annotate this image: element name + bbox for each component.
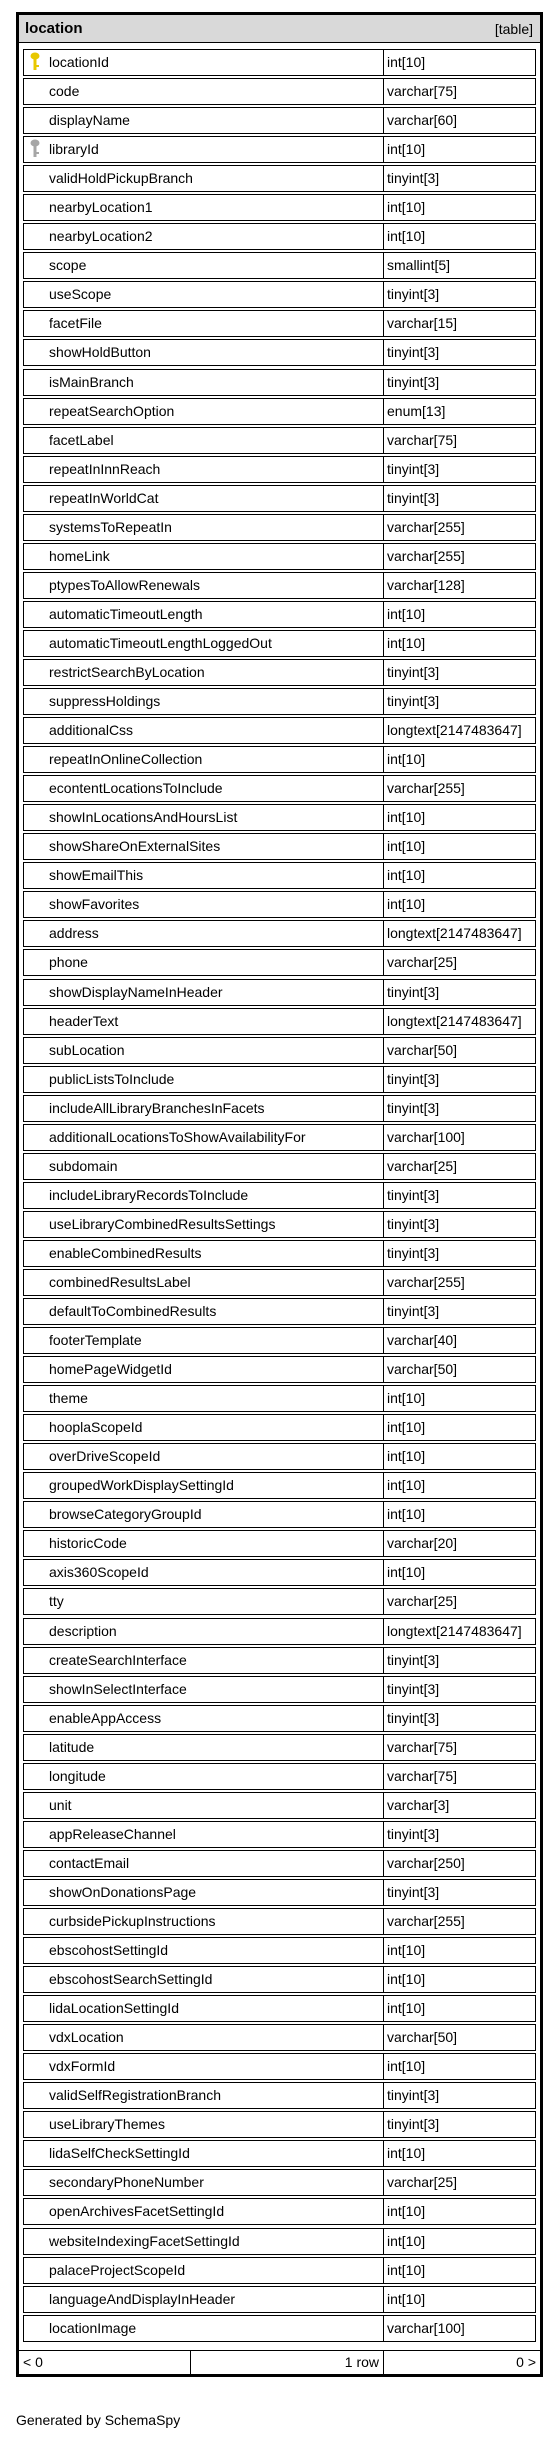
column-row [23,890,536,919]
column-name[interactable]: includeAllLibraryBranchesInFacets [23,1095,384,1122]
column-type: varchar[100] [384,1124,536,1151]
column-name[interactable]: showDisplayNameInHeader [23,979,384,1006]
column-row [23,1617,536,1646]
column-row [23,629,536,658]
column-name[interactable]: palaceProjectScopeId [23,2257,384,2284]
column-row [23,716,536,745]
column-row [23,513,536,542]
column-row [23,1907,536,1936]
column-type: varchar[255] [384,775,536,802]
column-row [23,193,536,222]
column-name[interactable]: description [23,1618,384,1645]
column-type: int[10] [384,1414,536,1441]
column-type: longtext[2147483647] [384,717,536,744]
column-type: tinyint[3] [384,339,536,366]
column-name[interactable]: repeatInInnReach [23,456,384,483]
column-type: int[10] [384,1559,536,1586]
column-type: int[10] [384,1966,536,1993]
column-name[interactable]: createSearchInterface [23,1647,384,1674]
column-row [23,1849,536,1878]
column-row [23,2052,536,2081]
column-name[interactable]: latitude [23,1734,384,1761]
column-name[interactable]: showFavorites [23,891,384,918]
column-name[interactable]: subdomain [23,1153,384,1180]
column-row [23,2227,536,2256]
row-count: 1 row [191,2351,384,2374]
column-row [23,1036,536,1065]
column-name[interactable]: secondaryPhoneNumber [23,2169,384,2196]
column-name[interactable]: libraryId [23,136,384,163]
column-name[interactable]: lidaLocationSettingId [23,1995,384,2022]
column-row [23,1181,536,1210]
column-name[interactable]: automaticTimeoutLength [23,601,384,628]
column-name[interactable]: useScope [23,281,384,308]
column-type: varchar[75] [384,78,536,105]
column-name[interactable]: theme [23,1385,384,1412]
column-type: varchar[25] [384,949,536,976]
column-row [23,1791,536,1820]
column-type: tinyint[3] [384,1821,536,1848]
column-type: tinyint[3] [384,1879,536,1906]
column-type: int[10] [384,2053,536,2080]
column-name[interactable]: restrictSearchByLocation [23,659,384,686]
column-row [23,1646,536,1675]
column-row [23,1558,536,1587]
column-name[interactable]: showEmailThis [23,862,384,889]
column-row [23,861,536,890]
column-row [23,1965,536,1994]
column-type: longtext[2147483647] [384,1618,536,1645]
column-row [23,1384,536,1413]
column-type: tinyint[3] [384,369,536,396]
parents-count[interactable]: < 0 [19,2351,191,2374]
column-name[interactable]: openArchivesFacetSettingId [23,2198,384,2225]
column-type: varchar[128] [384,572,536,599]
column-name[interactable]: validHoldPickupBranch [23,165,384,192]
column-row [23,1297,536,1326]
column-type: varchar[3] [384,1792,536,1819]
column-row [23,658,536,687]
column-name[interactable]: automaticTimeoutLengthLoggedOut [23,630,384,657]
column-name[interactable]: scope [23,252,384,279]
children-count[interactable]: 0 > [516,2354,536,2370]
column-type: tinyint[3] [384,1182,536,1209]
column-name[interactable]: ebscohostSearchSettingId [23,1966,384,1993]
column-name[interactable]: nearbyLocation2 [23,223,384,250]
column-type: tinyint[3] [384,2111,536,2138]
column-type: int[10] [384,746,536,773]
column-type: varchar[255] [384,1269,536,1296]
column-type: int[10] [384,2286,536,2313]
column-row [23,1210,536,1239]
column-row [23,484,536,513]
column-row [23,1239,536,1268]
column-name[interactable]: enableCombinedResults [23,1240,384,1267]
column-row [23,1007,536,1036]
column-row [23,2197,536,2226]
table-kind: [table] [494,21,533,37]
column-type: longtext[2147483647] [384,920,536,947]
column-name[interactable]: locationId [23,49,384,76]
column-type: varchar[20] [384,1530,536,1557]
column-row [23,687,536,716]
column-row [23,251,536,280]
column-type: int[10] [384,136,536,163]
column-type: int[10] [384,223,536,250]
column-type: int[10] [384,804,536,831]
column-type: varchar[15] [384,310,536,337]
column-type: int[10] [384,1385,536,1412]
column-name[interactable]: facetFile [23,310,384,337]
column-type: int[10] [384,891,536,918]
column-row [23,1123,536,1152]
table-footer [19,2350,540,2374]
column-type: tinyint[3] [384,1211,536,1238]
column-row [23,1413,536,1442]
column-type: int[10] [384,2257,536,2284]
column-row [23,2110,536,2139]
column-type: enum[13] [384,398,536,425]
column-row [23,745,536,774]
column-name[interactable]: useLibraryThemes [23,2111,384,2138]
column-row [23,1500,536,1529]
column-row [23,2023,536,2052]
column-type: varchar[75] [384,427,536,454]
column-row [23,106,536,135]
column-type: int[10] [384,833,536,860]
column-name[interactable]: phone [23,949,384,976]
column-name[interactable]: additionalCss [23,717,384,744]
column-name[interactable]: footerTemplate [23,1327,384,1354]
column-type: varchar[50] [384,1037,536,1064]
column-name[interactable]: subLocation [23,1037,384,1064]
column-row [23,2168,536,2197]
column-name[interactable]: ptypesToAllowRenewals [23,572,384,599]
column-type: tinyint[3] [384,1705,536,1732]
column-row [23,571,536,600]
column-row [23,1268,536,1297]
column-type: varchar[250] [384,1850,536,1877]
column-type: tinyint[3] [384,979,536,1006]
column-type: int[10] [384,1937,536,1964]
column-row [23,135,536,164]
column-row [23,164,536,193]
column-row [23,1675,536,1704]
column-name[interactable]: displayName [23,107,384,134]
column-row [23,2256,536,2285]
column-type: tinyint[3] [384,2082,536,2109]
column-row [23,919,536,948]
column-name[interactable]: contactEmail [23,1850,384,1877]
column-name[interactable]: homeLink [23,543,384,570]
column-type: tinyint[3] [384,659,536,686]
column-name[interactable]: nearbyLocation1 [23,194,384,221]
column-type: varchar[40] [384,1327,536,1354]
column-name[interactable]: additionalLocationsToShowAvailabilityFor [23,1124,384,1151]
column-name[interactable]: hooplaScopeId [23,1414,384,1441]
column-type: tinyint[3] [384,485,536,512]
column-row [23,2285,536,2314]
column-type: varchar[25] [384,2169,536,2196]
column-row [23,542,536,571]
column-type: int[10] [384,2140,536,2167]
column-name[interactable]: overDriveScopeId [23,1443,384,1470]
column-name[interactable]: econtentLocationsToInclude [23,775,384,802]
column-row [23,2139,536,2168]
column-row [23,832,536,861]
column-name[interactable]: code [23,78,384,105]
column-type: tinyint[3] [384,1066,536,1093]
column-name[interactable]: appReleaseChannel [23,1821,384,1848]
column-name[interactable]: useLibraryCombinedResultsSettings [23,1211,384,1238]
column-row [23,803,536,832]
column-row [23,774,536,803]
column-name[interactable]: combinedResultsLabel [23,1269,384,1296]
column-name[interactable]: curbsidePickupInstructions [23,1908,384,1935]
column-type: varchar[60] [384,107,536,134]
column-name[interactable]: showHoldButton [23,339,384,366]
column-row [23,48,536,77]
column-name[interactable]: longitude [23,1763,384,1790]
column-type: varchar[25] [384,1588,536,1615]
column-row [23,1152,536,1181]
column-row [23,426,536,455]
column-type: int[10] [384,862,536,889]
column-name[interactable]: facetLabel [23,427,384,454]
column-row [23,600,536,629]
column-type: varchar[50] [384,1356,536,1383]
column-name[interactable]: showShareOnExternalSites [23,833,384,860]
column-type: int[10] [384,601,536,628]
column-row [23,978,536,1007]
column-name[interactable]: historicCode [23,1530,384,1557]
column-type: int[10] [384,49,536,76]
column-type: tinyint[3] [384,165,536,192]
column-name[interactable]: includeLibraryRecordsToInclude [23,1182,384,1209]
column-name[interactable]: unit [23,1792,384,1819]
column-row [23,222,536,251]
column-type: int[10] [384,194,536,221]
column-type: tinyint[3] [384,281,536,308]
column-type: int[10] [384,2228,536,2255]
column-row [23,338,536,367]
column-type: tinyint[3] [384,1298,536,1325]
generated-by-caption: Generated by SchemaSpy [16,2412,181,2428]
table-diagram [16,12,543,2377]
column-name[interactable]: axis360ScopeId [23,1559,384,1586]
column-row [23,1442,536,1471]
column-row [23,1094,536,1123]
column-type: int[10] [384,1472,536,1499]
column-row [23,368,536,397]
column-name[interactable]: suppressHoldings [23,688,384,715]
column-type: tinyint[3] [384,1095,536,1122]
column-type: tinyint[3] [384,1647,536,1674]
column-name[interactable]: vdxFormId [23,2053,384,2080]
column-type: int[10] [384,1443,536,1470]
column-name[interactable]: lidaSelfCheckSettingId [23,2140,384,2167]
column-row [23,397,536,426]
column-type: tinyint[3] [384,1676,536,1703]
column-type: int[10] [384,1995,536,2022]
column-row [23,1326,536,1355]
column-row [23,1355,536,1384]
column-type: int[10] [384,1501,536,1528]
column-row [23,1994,536,2023]
column-row [23,1878,536,1907]
column-row [23,309,536,338]
column-type: smallint[5] [384,252,536,279]
column-type: int[10] [384,2198,536,2225]
column-name[interactable]: showOnDonationsPage [23,1879,384,1906]
column-type: varchar[75] [384,1763,536,1790]
column-name[interactable]: locationImage [23,2315,384,2342]
column-name[interactable]: enableAppAccess [23,1705,384,1732]
column-row [23,1704,536,1733]
column-name[interactable]: repeatInOnlineCollection [23,746,384,773]
column-name[interactable]: systemsToRepeatIn [23,514,384,541]
column-name[interactable]: showInSelectInterface [23,1676,384,1703]
column-row [23,1471,536,1500]
column-name[interactable]: tty [23,1588,384,1615]
column-name[interactable]: validSelfRegistrationBranch [23,2082,384,2109]
column-name[interactable]: isMainBranch [23,369,384,396]
column-name[interactable]: vdxLocation [23,2024,384,2051]
column-row [23,455,536,484]
column-name[interactable]: languageAndDisplayInHeader [23,2286,384,2313]
table-name[interactable]: location [25,20,83,37]
column-row [23,1065,536,1094]
column-type: varchar[255] [384,1908,536,1935]
column-type: varchar[255] [384,543,536,570]
column-name[interactable]: websiteIndexingFacetSettingId [23,2228,384,2255]
column-type: varchar[50] [384,2024,536,2051]
column-row [23,1762,536,1791]
column-name[interactable]: repeatInWorldCat [23,485,384,512]
column-name[interactable]: publicListsToInclude [23,1066,384,1093]
column-name[interactable]: repeatSearchOption [23,398,384,425]
column-name[interactable]: headerText [23,1008,384,1035]
column-type: varchar[255] [384,514,536,541]
column-name[interactable]: ebscohostSettingId [23,1937,384,1964]
column-name[interactable]: showInLocationsAndHoursList [23,804,384,831]
column-row [23,948,536,977]
column-list [23,48,536,2343]
column-row [23,2081,536,2110]
column-type: int[10] [384,630,536,657]
column-name[interactable]: browseCategoryGroupId [23,1501,384,1528]
column-type: tinyint[3] [384,456,536,483]
column-row [23,1733,536,1762]
column-type: longtext[2147483647] [384,1008,536,1035]
column-type: varchar[75] [384,1734,536,1761]
column-type: tinyint[3] [384,688,536,715]
column-name[interactable]: groupedWorkDisplaySettingId [23,1472,384,1499]
table-header [19,15,540,43]
column-name[interactable]: defaultToCombinedResults [23,1298,384,1325]
column-type: tinyint[3] [384,1240,536,1267]
column-row [23,1587,536,1616]
column-row [23,280,536,309]
column-row [23,2314,536,2343]
column-type: varchar[25] [384,1153,536,1180]
column-row [23,1936,536,1965]
column-row [23,77,536,106]
column-row [23,1529,536,1558]
column-name[interactable]: homePageWidgetId [23,1356,384,1383]
column-type: varchar[100] [384,2315,536,2342]
column-name[interactable]: address [23,920,384,947]
column-row [23,1820,536,1849]
